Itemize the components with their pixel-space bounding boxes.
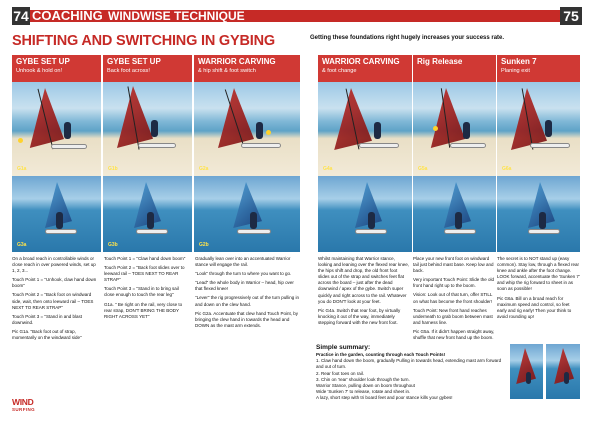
- page-subtitle: Getting these foundations right hugely increases your success rate.: [310, 35, 505, 41]
- photo-g1b: [103, 82, 192, 176]
- photo-label: G1b: [108, 166, 118, 172]
- paragraph: Pic G6a. Bill on a broad reach for maximum speed and control, so feet early and rig early! Then your think to avoid rounding up!: [497, 295, 572, 319]
- summary-photo-2: [546, 344, 580, 399]
- photo-g2b: [194, 176, 300, 252]
- board-image: [445, 230, 475, 233]
- sailor-image: [539, 212, 546, 229]
- photo-label: G2b: [199, 242, 209, 248]
- summary-line: A lazy, short step with tri board feet and poor stance kills your gybes!: [316, 395, 453, 401]
- simple-summary: [316, 343, 506, 402]
- photo-g3b: [103, 176, 192, 252]
- section-name: WINDWISE TECHNIQUE: [108, 9, 245, 23]
- summary-line: Warrior Stance, pulling down on boom throughout: [316, 383, 415, 389]
- text-column-5: [413, 256, 495, 344]
- paragraph: Pic G5a. If it didn't happen straight away, shuffle that new front hand up the boom.: [413, 328, 495, 341]
- sailor-image: [256, 122, 263, 139]
- sailor-image: [147, 212, 154, 229]
- column-header-4: [318, 55, 412, 82]
- board-image: [529, 230, 559, 233]
- paragraph: On a broad reach in controllable winds or close reach in over powered winds, set up 1, 2, 3...: [12, 256, 96, 274]
- touch-point-icon: [266, 130, 271, 135]
- column-title: WARRIOR CARVING: [322, 57, 400, 66]
- board-image: [238, 230, 270, 233]
- board-image: [451, 144, 485, 147]
- photo-label: G5a: [418, 166, 428, 172]
- column-title: GYBE SET UP: [107, 57, 161, 66]
- board-image: [137, 230, 167, 233]
- sailor-image: [368, 212, 375, 229]
- sailor-image: [56, 212, 63, 229]
- photo-g2a: [194, 82, 300, 176]
- sailor-image: [64, 122, 71, 139]
- column-header-6: [497, 55, 580, 82]
- paragraph: "Look" through the turn to where you want to go.: [195, 271, 292, 277]
- sail-image: [230, 182, 262, 228]
- sail-image: [514, 348, 536, 384]
- paragraph: Place your new front foot on windward tail just behind mast base. Keep low and back.: [413, 256, 494, 274]
- board-image: [356, 230, 386, 233]
- summary-line: Wide 'Sunken 7' to release, rotate and sheet in.: [316, 389, 411, 395]
- photo-bottom-6: [497, 176, 580, 252]
- summary-item: 2. Rear foot toes on rail.: [316, 370, 365, 376]
- column-header-1: [12, 55, 101, 82]
- sail-image: [552, 348, 574, 384]
- sailor-image: [545, 120, 552, 137]
- summary-item: 3. Chin on 'rear' shoulder look through the turn.: [316, 376, 410, 382]
- photo-bottom-4: [318, 176, 412, 252]
- photo-label: G3a: [17, 242, 27, 248]
- column-title: Rig Release: [417, 57, 463, 66]
- paragraph: Whilst maintaining that Warrior stance, looking and leaning over the flexed rear knee, the hips shift and drop, the old front foot slides out of the strap and switches feet flat across the board – just after the dead downwind / apex of the gybe. Switch super quickly and right across to the rail. Whatever you do DON'T look at your feet.: [318, 256, 410, 304]
- sailor-image: [564, 372, 569, 384]
- touch-point-icon: [18, 138, 23, 143]
- paragraph: Touch Point 3 = "Stand in to bring sail close enough to touch the rear leg": [104, 286, 179, 298]
- column-subtitle: Planing exit: [501, 68, 530, 74]
- photo-label: G1a: [17, 166, 27, 172]
- summary-intro: Practice in the garden, counting through each Touch Points!: [316, 352, 446, 357]
- sailor-image: [151, 120, 158, 137]
- board-image: [139, 144, 175, 147]
- text-column-6: [497, 256, 580, 323]
- paragraph: Touch Point 1 = "Unhook, claw hand down boom": [12, 277, 97, 289]
- summary-heading: Simple summary:: [316, 344, 371, 351]
- photo-g6a: [497, 82, 580, 176]
- photo-bottom-5: [413, 176, 496, 252]
- column-header-2: [103, 55, 192, 82]
- header-bar-right: [300, 10, 560, 22]
- photo-g4a: [318, 82, 412, 176]
- board-image: [52, 145, 86, 148]
- paragraph: Very important Touch Point: Slide the old front hand right up to the boom.: [413, 277, 494, 289]
- photo-label: G3b: [108, 242, 118, 248]
- board-image: [242, 144, 280, 147]
- paragraph: The secret is to NOT stand up (easy common). Stay low, through a flexed rear knee and ankle after the foot change. LOOK forward, accentuate the 'Sunken 7' and whip the rig forward to sheet in as soon as possible!: [497, 256, 580, 292]
- board-image: [531, 144, 569, 147]
- sailor-image: [250, 212, 257, 229]
- paragraph: Touch Point 2 = "Back foot slides over to leeward rail – TOES NEXT TO REAR STRAP": [104, 265, 185, 283]
- page-number-right: 75: [560, 7, 582, 25]
- column-title: GYBE SET UP: [16, 57, 70, 66]
- column-subtitle: Unhook & hold on!: [16, 68, 63, 74]
- magazine-name: COACHING: [32, 8, 103, 23]
- sail-image: [131, 182, 161, 228]
- board-image: [46, 230, 76, 233]
- photo-label: G4a: [323, 166, 333, 172]
- photo-g1a: [12, 82, 101, 176]
- logo-line-2: SURFING: [12, 407, 36, 412]
- text-column-1: [12, 256, 100, 344]
- column-header-5: [413, 55, 496, 82]
- paragraph: Pic G4a. Switch that rear foot, by virtually knocking it out of the way, immediately stepping forward with the new front foot.: [318, 307, 401, 325]
- sailor-image: [455, 212, 462, 229]
- sail-image: [352, 182, 382, 228]
- sailor-image: [463, 122, 470, 139]
- column-header-3: [194, 55, 300, 82]
- paragraph: Touch Point 1 = "Claw hand down boom": [104, 256, 186, 261]
- text-column-2: [104, 256, 190, 323]
- paragraph: "Lead" the whole body in Warrior – head, hip over that flexed knee!: [195, 280, 294, 292]
- photo-label: G2a: [199, 166, 209, 172]
- paragraph: Vision: Look out of that turn, offer STILL on what has become the front shoulder!: [413, 292, 493, 304]
- paragraph: Pic G1a. "Back foot out of strap, momentarily on the windward side": [12, 328, 82, 341]
- summary-photo-1: [510, 344, 543, 399]
- touch-point-icon: [433, 126, 438, 131]
- board-image: [360, 144, 398, 147]
- sailor-image: [526, 372, 531, 384]
- page-title: SHIFTING AND SWITCHING IN GYBING: [12, 33, 275, 49]
- text-column-3: [195, 256, 299, 332]
- photo-g5a: [413, 82, 496, 176]
- paragraph: Touch Point: New front hand reaches underneath to grab boom between mast and harness line.: [413, 307, 493, 325]
- column-title: WARRIOR CARVING: [198, 57, 276, 66]
- windsurfing-logo: [12, 398, 52, 416]
- paragraph: "Lever" the rig progressively out of the turn pulling in and down on the clew hand.: [195, 295, 300, 307]
- page-number-left: 74: [13, 8, 29, 24]
- paragraph: Touch Point 2 = "Back foot on windward side, wait, then onto leeward rail – TOES NEXT TO REAR STRAP": [12, 292, 94, 310]
- paragraph: Gradually lean over into an accentuated Warrior stance will engage the rail.: [195, 256, 291, 268]
- summary-item: 1. Claw hand down the boom, gradually Pulling in towards head, extending mast arm forward and out of turn.: [316, 358, 502, 370]
- sailor-image: [374, 122, 381, 139]
- column-subtitle: & hip shift & foot switch: [198, 68, 256, 74]
- column-subtitle: & foot change: [322, 68, 357, 74]
- photo-g3a: [12, 176, 101, 252]
- column-title: Sunken 7: [501, 57, 537, 66]
- paragraph: G1a. " Be right on the rail, very close to rear strap, DON'T BRING THE BODY RIGHT ACROSS YET": [104, 301, 183, 319]
- column-subtitle: Back foot across!: [107, 68, 150, 74]
- paragraph: Pic G2a. Accentuate that clew hand Touch Point, by bringing the clew hand in towards the head and DOWN as the mast arm extends.: [195, 310, 298, 328]
- text-column-4: [318, 256, 410, 329]
- logo-line-1: WIND: [12, 397, 34, 407]
- paragraph: Touch Point 3 = "Stand in and blast downwind.: [12, 313, 83, 325]
- photo-label: G6a: [502, 166, 512, 172]
